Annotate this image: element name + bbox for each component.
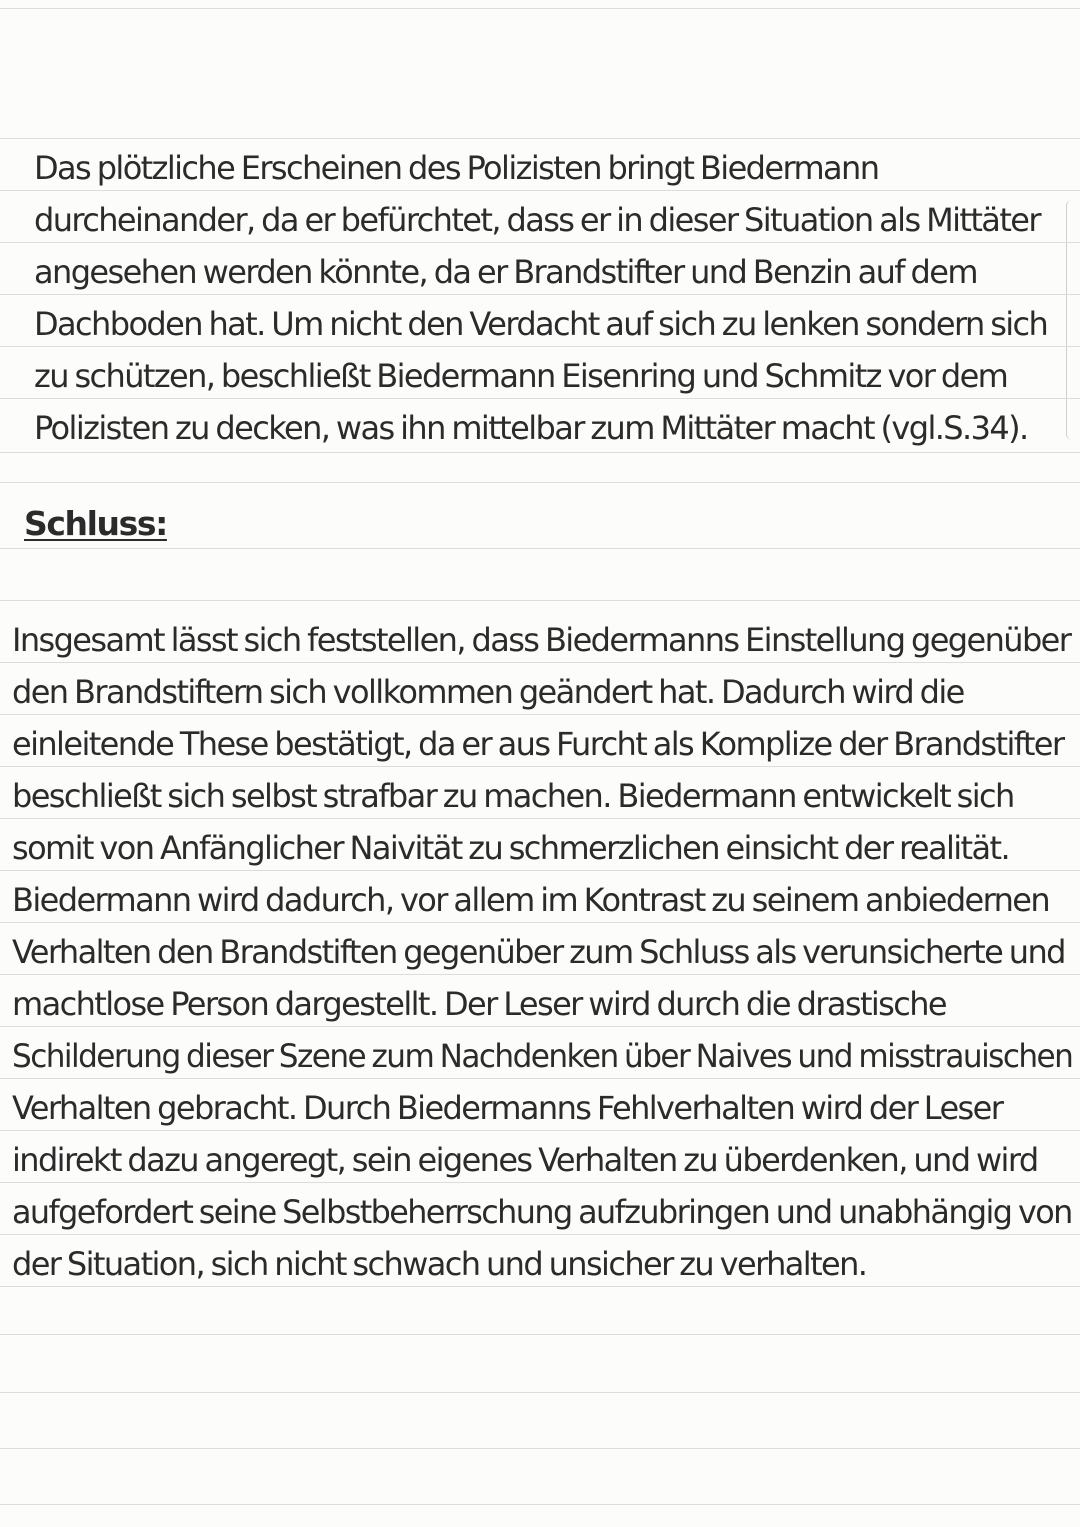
text-line: indirekt dazu angeregt, sein eigenes Verhalten zu überdenken, und wird <box>12 1141 1038 1179</box>
ruled-line <box>0 662 1080 663</box>
text-line: machtlose Person dargestellt. Der Leser wird durch die drastische <box>12 985 947 1023</box>
text-line: Schilderung dieser Szene zum Nachdenken über Naives und misstrauischen <box>12 1037 1073 1075</box>
text-line: somit von Anfänglicher Naivität zu schmerzlichen einsicht der realität. <box>12 829 1010 867</box>
ruled-line <box>0 600 1080 601</box>
ruled-line <box>0 1286 1080 1287</box>
text-line: aufgefordert seine Selbstbeherrschung aufzubringen und unabhängig von <box>12 1193 1072 1231</box>
ruled-line <box>0 294 1080 295</box>
ruled-line <box>0 922 1080 923</box>
text-line: Verhalten gebracht. Durch Biedermanns Fehlverhalten wird der Leser <box>12 1089 1003 1127</box>
text-line: zu schützen, beschließt Biedermann Eisenring und Schmitz vor dem <box>34 357 1008 395</box>
ruled-line <box>0 346 1080 347</box>
ruled-line <box>0 398 1080 399</box>
ruled-line <box>0 1334 1080 1335</box>
text-line: beschließt sich selbst strafbar zu machen. Biedermann entwickelt sich <box>12 777 1014 815</box>
text-line: einleitende These bestätigt, da er aus Furcht als Komplize der Brandstifter <box>12 725 1064 763</box>
ruled-line <box>0 974 1080 975</box>
ruled-line <box>0 190 1080 191</box>
text-line: Insgesamt lässt sich feststellen, dass Biedermanns Einstellung gegenüber <box>12 621 1071 659</box>
ruled-line <box>0 870 1080 871</box>
ruled-line <box>0 8 1080 9</box>
ruled-line <box>0 1392 1080 1393</box>
text-line: Dachboden hat. Um nicht den Verdacht auf sich zu lenken sondern sich <box>34 305 1048 343</box>
ruled-line <box>0 714 1080 715</box>
ruled-line <box>0 766 1080 767</box>
section-heading: Schluss: <box>24 504 167 543</box>
ruled-line <box>0 1130 1080 1131</box>
ruled-line <box>0 1182 1080 1183</box>
ruled-line <box>0 138 1080 139</box>
text-line: Das plötzliche Erscheinen des Polizisten bringt Biedermann <box>34 149 879 187</box>
ruled-line <box>0 482 1080 483</box>
text-line: Verhalten den Brandstiften gegenüber zum Schluss als verunsicherte und <box>12 933 1065 971</box>
ruled-line <box>0 1234 1080 1235</box>
ruled-line <box>0 242 1080 243</box>
ruled-line <box>0 548 1080 549</box>
ruled-line <box>0 1026 1080 1027</box>
text-line: der Situation, sich nicht schwach und unsicher zu verhalten. <box>12 1245 867 1283</box>
text-line: durcheinander, da er befürchtet, dass er in dieser Situation als Mittäter <box>34 201 1040 239</box>
ruled-line <box>0 1078 1080 1079</box>
page-edge-mark <box>1066 200 1077 440</box>
text-line: angesehen werden könnte, da er Brandstifter und Benzin auf dem <box>34 253 977 291</box>
ruled-line <box>0 1504 1080 1505</box>
ruled-line <box>0 452 1080 453</box>
ruled-line <box>0 1448 1080 1449</box>
ruled-line <box>0 818 1080 819</box>
text-line: Biedermann wird dadurch, vor allem im Kontrast zu seinem anbiedernen <box>12 881 1050 919</box>
text-line: Polizisten zu decken, was ihn mittelbar zum Mittäter macht (vgl.S.34). <box>34 409 1028 447</box>
text-line: den Brandstiftern sich vollkommen geändert hat. Dadurch wird die <box>12 673 964 711</box>
